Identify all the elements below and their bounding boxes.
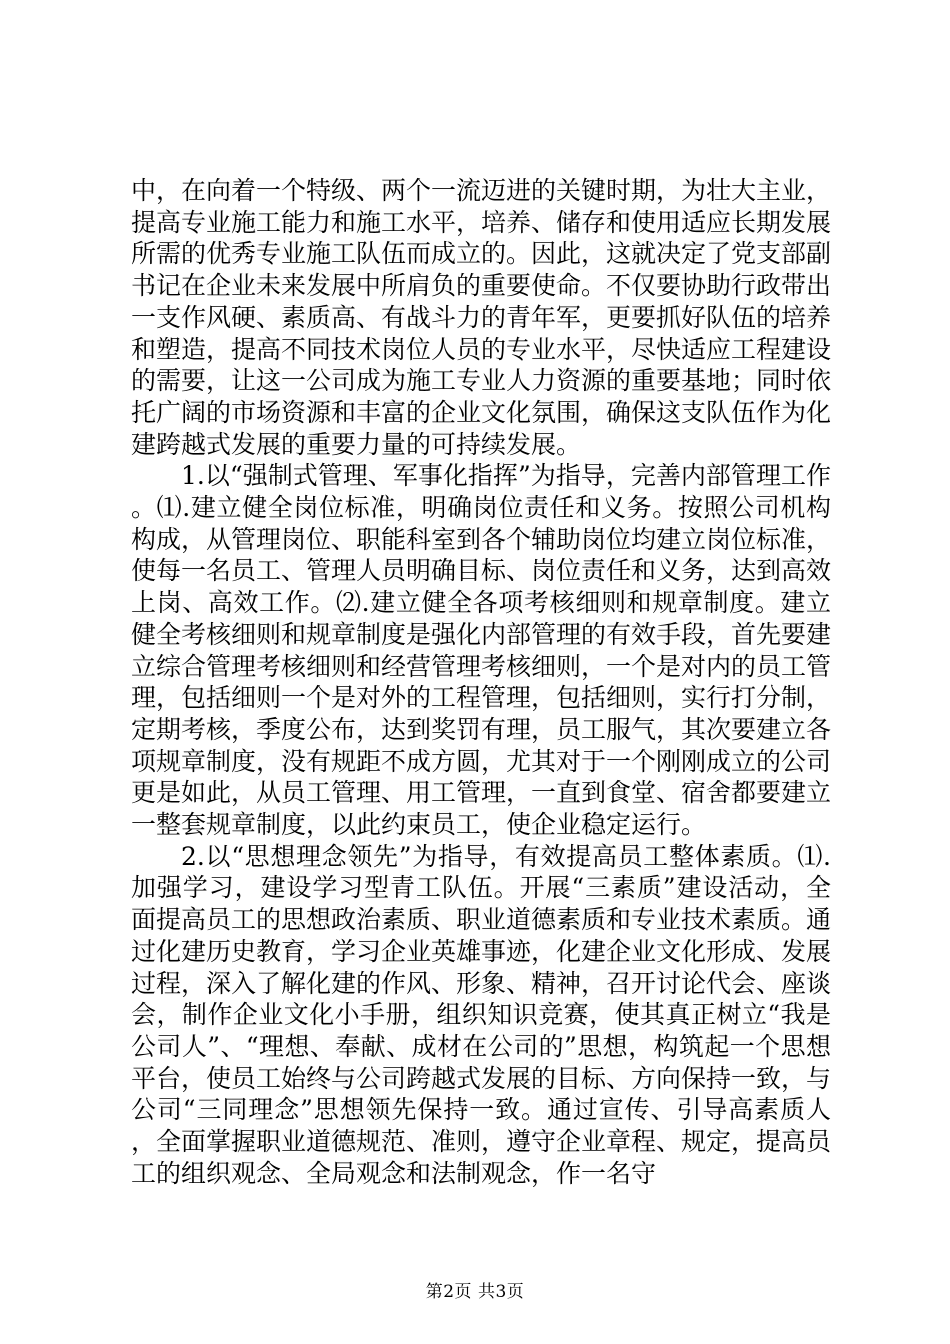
document-body — [131, 175, 831, 1190]
page-footer: 第2页 共3页 — [425, 1282, 525, 1302]
paragraph-section-1: 1.以“强制式管理、军事化指挥”为指导，完善内部管理工作。⑴.建立健全岗位标准，明确岗位责任和义务。按照公司机构构成，从管理岗位、职能科室到各个辅助岗位均建立岗位标准，使每一名员工、管理人员明确目标、岗位责任和义务，达到高效上岗、高效工作。⑵.建立健全各项考核细则和规章制度。建立健全考核细则和规章制度是强化内部管理的有效手段，首先要建立综合管理考核细则和经营管理考核细则，一个是对内的员工管理，包括细则一个是对外的工程管理，包括细则，实行打分制，定期考核，季度公布，达到奖罚有理，员工服气，其次要建立各项规章制度，没有规距不成方圆，尤其对于一个刚刚成立的公司更是如此，从员工管理、用工管理，一直到食堂、宿舍都要建立一整套规章制度，以此约束员工，使企业稳定运行。 — [131, 461, 832, 840]
paragraph-section-2: 2.以“思想理念领先”为指导，有效提高员工整体素质。⑴.加强学习，建设学习型青工队伍。开展“三素质”建设活动，全面提高员工的思想政治素质、职业道德素质和专业技术素质。通过化建历史教育，学习企业英雄事迹，化建企业文化形成、发展过程，深入了解化建的作风、形象、精神，召开讨论代会、座谈会，制作企业文化小手册，组织知识竞赛，使其真正树立“我是公司人”、“理想、奉献、成材在公司的”思想，构筑起一个思想平台，使员工始终与公司跨越式发展的目标、方向保持一致，与公司“三同理念”思想领先保持一致。通过宣传、引导高素质人，全面掌握职业道德规范、准则，遵守企业章程、规定，提高员工的组织观念、全局观念和法制观念，作一名守 — [131, 841, 832, 1188]
paragraph-intro: 中，在向着一个特级、两个一流迈进的关键时期，为壮大主业，提高专业施工能力和施工水平，培养、储存和使用适应长期发展所需的优秀专业施工队伍而成立的。因此，这就决定了党支部副书记在企业未来发展中所肩负的重要使命。不仅要协助行政带出一支作风硬、素质高、有战斗力的青年军，更要抓好队伍的培养和塑造，提高不同技术岗位人员的专业水平，尽快适应工程建设的需要，让这一公司成为施工专业人力资源的重要基地；同时依托广阔的市场资源和丰富的企业文化氛围，确保这支队伍作为化建跨越式发展的重要力量的可持续发展。 — [131, 176, 832, 459]
